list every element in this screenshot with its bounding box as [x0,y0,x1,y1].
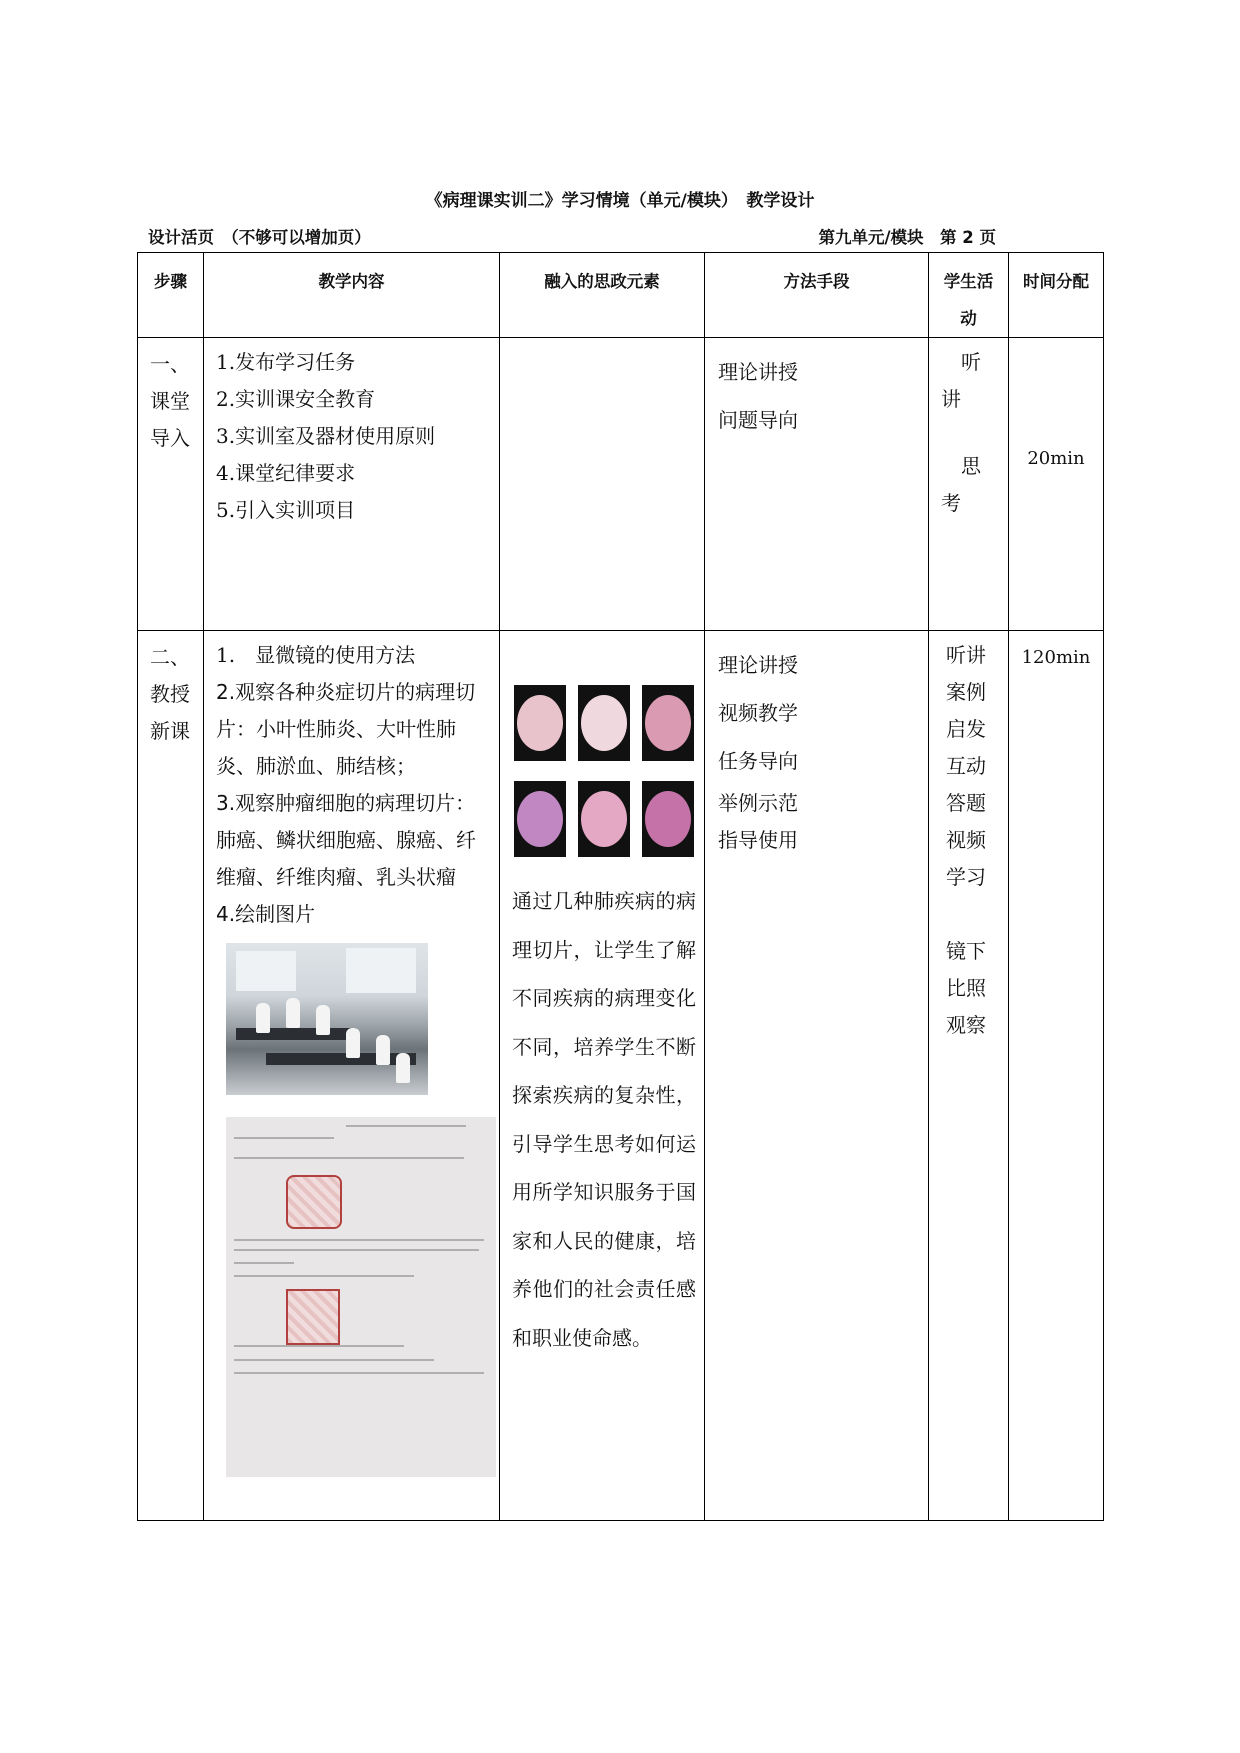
activity-item: 观察 [946,1013,986,1037]
step-label: 新课 [150,719,190,743]
content-cell [204,631,500,1521]
activity-item: 考 [941,491,961,515]
activity-item: 视频 [946,828,986,852]
table-row [138,338,1104,631]
content-item: 2.观察各种炎症切片的病理切片：小叶性肺炎、大叶性肺炎、肺淤血、肺结核； [216,680,476,778]
table-row [138,631,1104,1521]
activity-item: 镜下 [946,939,986,963]
content-item: 3.观察肿瘤细胞的病理切片：肺癌、鳞状细胞癌、腺癌、纤维瘤、纤维肉瘤、乳头状瘤 [216,791,476,889]
activity-item: 答题 [946,791,986,815]
teaching-design-table [137,252,1104,1521]
activity-item: 启发 [946,717,986,741]
header-step: 步骤 [138,253,204,338]
slide-image [642,685,694,761]
ideology-cell [500,631,705,1521]
activity-item: 讲 [941,387,961,411]
document-title: 《病理课实训二》学习情境（单元/模块） 教学设计 [425,191,815,211]
header-method: 方法手段 [705,253,929,338]
activity-item: 思 [961,454,981,478]
slide-image [578,685,630,761]
content-item: 1. 显微镜的使用方法 [216,643,416,667]
header-content: 教学内容 [204,253,500,338]
content-item: 3.实训室及器材使用原则 [216,424,436,448]
step-label: 二、 [150,645,190,669]
slide-images [500,631,704,857]
method-item: 视频教学 [718,701,798,725]
header-time: 时间分配 [1009,253,1104,338]
step-label: 导入 [150,426,190,450]
subheader-left: 设计活页 （不够可以增加页） [148,228,371,247]
method-item: 理论讲授 [718,653,798,677]
activity-item: 案例 [946,680,986,704]
activity-cell [929,631,1009,1521]
method-cell [705,338,929,631]
slide-image [578,781,630,857]
step-label: 教授 [150,682,190,706]
subheader-right: 第九单元/模块 第 2 页 [818,228,996,247]
activity-item: 比照 [946,976,986,1000]
step-cell [138,631,204,1521]
classroom-photo [226,943,428,1095]
header-ideology: 融入的思政元素 [500,253,705,338]
content-item: 5.引入实训项目 [216,498,356,522]
time-cell [1009,338,1104,631]
activity-item: 听讲 [946,643,986,667]
time-value: 120min [1021,647,1091,668]
content-item: 1.发布学习任务 [216,350,356,374]
activity-item: 听 [961,350,981,374]
slide-image [514,781,566,857]
time-cell [1009,631,1104,1521]
header-row [138,253,1104,338]
method-item: 指导使用 [718,828,798,852]
ideology-cell [500,338,705,631]
time-value: 20min [1027,448,1085,469]
activity-item: 互动 [946,754,986,778]
method-item: 问题导向 [718,408,798,432]
step-label: 一、 [150,352,190,376]
pathology-drawing [226,1117,496,1477]
activity-spacer [946,896,1008,933]
activity-spacer [941,418,1008,448]
method-item: 任务导向 [718,749,798,773]
ideology-text: 通过几种肺疾病的病理切片，让学生了解不同疾病的病理变化不同，培养学生不断探索疾病的复杂性，引导学生思考如何运用所学知识服务于国家和人民的健康，培养他们的社会责任感和职业使命感。 [512,889,696,1350]
method-item: 理论讲授 [718,360,798,384]
content-cell [204,338,500,631]
header-activity-line2: 动 [960,309,977,328]
content-item: 2.实训课安全教育 [216,387,376,411]
method-item: 举例示范 [718,791,798,815]
activity-item: 学习 [946,865,986,889]
step-label: 课堂 [150,389,190,413]
activity-cell [929,338,1009,631]
content-item: 4.课堂纪律要求 [216,461,356,485]
header-activity-line1: 学生活 [943,272,994,291]
header-activity [929,253,1009,338]
slide-image [514,685,566,761]
step-cell [138,338,204,631]
slide-image [642,781,694,857]
method-cell [705,631,929,1521]
content-item: 4.绘制图片 [216,902,316,926]
